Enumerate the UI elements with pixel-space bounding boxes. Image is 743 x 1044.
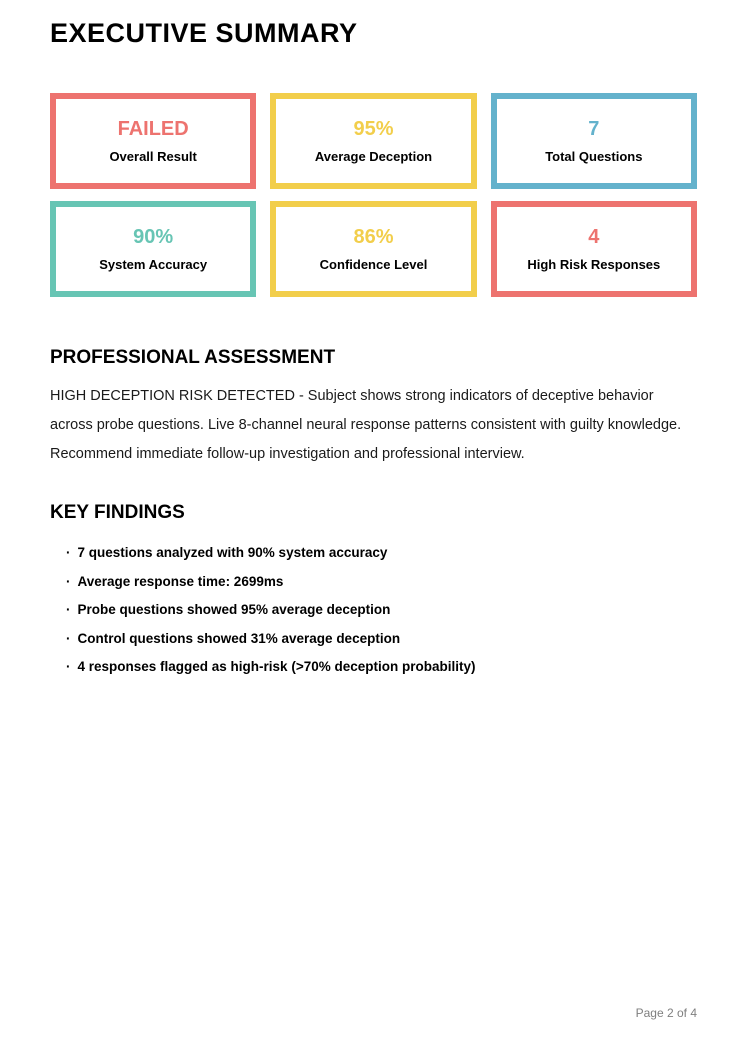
stat-card-high-risk-responses	[491, 201, 697, 297]
key-finding-text: Control questions showed 31% average deception	[77, 630, 401, 646]
key-finding-item	[66, 625, 697, 654]
stat-card-overall-result	[50, 93, 256, 189]
stat-card-total-questions	[491, 93, 697, 189]
key-finding-text: 4 responses flagged as high-risk (>70% deception probability)	[77, 659, 476, 674]
stat-label: Overall Result	[109, 149, 197, 164]
bullet-icon: ·	[66, 573, 71, 589]
stat-value: 86%	[353, 226, 394, 248]
stat-label: High Risk Responses	[527, 257, 661, 272]
key-finding-item	[66, 568, 697, 597]
stat-value: 4	[588, 226, 600, 248]
bullet-icon: ·	[66, 630, 71, 646]
bullet-icon: ·	[66, 659, 71, 674]
page-number: Page 2 of 4	[635, 1006, 697, 1020]
stat-label: Average Deception	[314, 149, 433, 164]
key-finding-item	[66, 596, 697, 625]
stat-value: 95%	[353, 118, 394, 140]
key-findings-heading: KEY FINDINGS	[50, 502, 185, 523]
key-finding-text: 7 questions analyzed with 90% system accuracy	[77, 545, 388, 560]
bullet-icon: ·	[66, 602, 71, 617]
stat-label: Total Questions	[545, 149, 643, 164]
stat-card-confidence-level	[270, 201, 476, 297]
bullet-icon: ·	[66, 545, 71, 560]
stat-value: 90%	[133, 226, 174, 248]
page-title: EXECUTIVE SUMMARY	[50, 18, 358, 48]
key-finding-text: Average response time: 2699ms	[77, 573, 284, 589]
stat-label: Confidence Level	[319, 257, 428, 272]
stat-value: FAILED	[117, 118, 189, 140]
key-finding-text: Probe questions showed 95% average deception	[77, 602, 391, 617]
professional-assessment-body: HIGH DECEPTION RISK DETECTED - Subject shows strong indicators of deceptive behavior across probe questions. Live 8-channel neural response patterns consistent with guilty knowledge. Recommend immediate follow-up investigation and professional interview.	[50, 388, 682, 462]
key-findings-list	[50, 539, 697, 682]
stat-card-average-deception	[270, 93, 476, 189]
key-finding-item	[66, 653, 697, 682]
stat-label: System Accuracy	[99, 257, 208, 272]
stat-card-system-accuracy	[50, 201, 256, 297]
key-finding-item	[66, 539, 697, 568]
professional-assessment-heading: PROFESSIONAL ASSESSMENT	[50, 347, 336, 368]
stats-grid	[50, 93, 697, 297]
stat-value: 7	[588, 118, 600, 140]
